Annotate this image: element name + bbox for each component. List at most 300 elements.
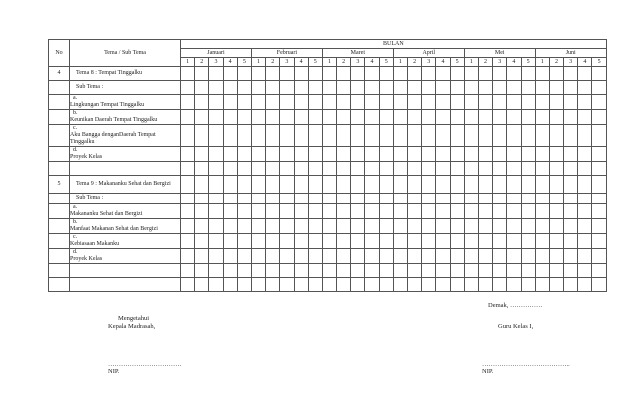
week-cell bbox=[521, 110, 535, 125]
week-cell bbox=[223, 81, 237, 95]
week-cell bbox=[337, 249, 351, 264]
week-cell bbox=[308, 234, 322, 249]
week-cell bbox=[507, 162, 521, 176]
week-cell bbox=[592, 249, 606, 264]
footer-kepala: Kepala Madrasah, bbox=[108, 323, 156, 330]
week-cell bbox=[436, 264, 450, 278]
week-cell bbox=[379, 204, 393, 219]
week-cell bbox=[521, 234, 535, 249]
week-header: 1 bbox=[181, 58, 195, 67]
week-cell bbox=[549, 204, 563, 219]
week-cell bbox=[408, 110, 422, 125]
week-cell bbox=[294, 176, 308, 194]
week-cell bbox=[337, 110, 351, 125]
week-cell bbox=[408, 67, 422, 81]
week-cell bbox=[549, 234, 563, 249]
week-cell bbox=[592, 278, 606, 292]
week-cell bbox=[393, 249, 407, 264]
week-cell bbox=[237, 95, 251, 110]
week-cell bbox=[507, 81, 521, 95]
week-cell bbox=[322, 125, 336, 147]
week-cell bbox=[308, 249, 322, 264]
week-cell bbox=[195, 278, 209, 292]
week-cell bbox=[351, 204, 365, 219]
table-row bbox=[49, 67, 607, 81]
week-cell bbox=[181, 264, 195, 278]
week-cell bbox=[237, 194, 251, 204]
week-cell bbox=[408, 125, 422, 147]
week-cell bbox=[578, 81, 592, 95]
row-number bbox=[49, 147, 70, 162]
week-cell bbox=[564, 95, 578, 110]
week-cell bbox=[464, 249, 478, 264]
footer-place-date: Demak, …………… bbox=[488, 302, 543, 309]
month-header: Januari bbox=[181, 49, 252, 58]
week-cell bbox=[223, 110, 237, 125]
week-cell bbox=[351, 219, 365, 234]
week-cell bbox=[351, 110, 365, 125]
sub-tema-cell bbox=[70, 219, 181, 234]
week-cell bbox=[464, 67, 478, 81]
week-cell bbox=[478, 219, 492, 234]
week-cell bbox=[422, 204, 436, 219]
table-row bbox=[49, 204, 607, 219]
week-cell bbox=[365, 194, 379, 204]
week-cell bbox=[337, 147, 351, 162]
week-cell bbox=[578, 67, 592, 81]
week-cell bbox=[294, 278, 308, 292]
week-cell bbox=[266, 110, 280, 125]
week-cell bbox=[507, 147, 521, 162]
week-cell bbox=[422, 147, 436, 162]
week-cell bbox=[322, 264, 336, 278]
table-row bbox=[49, 110, 607, 125]
week-cell bbox=[549, 67, 563, 81]
week-cell bbox=[209, 278, 223, 292]
week-cell bbox=[393, 176, 407, 194]
week-cell bbox=[223, 162, 237, 176]
week-cell bbox=[450, 264, 464, 278]
week-cell bbox=[436, 249, 450, 264]
week-cell bbox=[365, 147, 379, 162]
week-cell bbox=[266, 147, 280, 162]
week-cell bbox=[237, 162, 251, 176]
week-cell bbox=[223, 176, 237, 194]
week-cell bbox=[535, 204, 549, 219]
week-cell bbox=[436, 162, 450, 176]
week-cell bbox=[280, 125, 294, 147]
week-cell bbox=[379, 176, 393, 194]
week-cell bbox=[209, 95, 223, 110]
week-cell bbox=[507, 249, 521, 264]
week-cell bbox=[337, 234, 351, 249]
week-cell bbox=[251, 81, 265, 95]
week-cell bbox=[308, 204, 322, 219]
week-cell bbox=[478, 95, 492, 110]
week-cell bbox=[223, 125, 237, 147]
sub-tema-letter: a. bbox=[73, 95, 78, 101]
week-cell bbox=[379, 110, 393, 125]
week-cell bbox=[578, 194, 592, 204]
week-cell bbox=[464, 125, 478, 147]
week-cell bbox=[450, 234, 464, 249]
week-cell bbox=[493, 147, 507, 162]
week-cell bbox=[535, 95, 549, 110]
week-cell bbox=[450, 95, 464, 110]
week-cell bbox=[181, 278, 195, 292]
week-cell bbox=[337, 125, 351, 147]
sub-tema-cell bbox=[70, 125, 181, 147]
week-cell bbox=[507, 219, 521, 234]
table-row bbox=[49, 81, 607, 95]
week-cell bbox=[578, 110, 592, 125]
sub-tema-letter: b. bbox=[73, 110, 78, 116]
week-header: 5 bbox=[450, 58, 464, 67]
table-row bbox=[49, 194, 607, 204]
week-cell bbox=[478, 278, 492, 292]
row-number bbox=[49, 264, 70, 278]
week-header: 3 bbox=[209, 58, 223, 67]
week-cell bbox=[592, 176, 606, 194]
week-cell bbox=[365, 176, 379, 194]
week-cell bbox=[408, 278, 422, 292]
week-cell bbox=[564, 81, 578, 95]
week-cell bbox=[308, 278, 322, 292]
row-number bbox=[49, 234, 70, 249]
week-cell bbox=[195, 176, 209, 194]
week-cell bbox=[266, 125, 280, 147]
col-no-header: No bbox=[49, 40, 70, 67]
week-cell bbox=[564, 147, 578, 162]
sub-tema-label: Proyek Kelas bbox=[70, 154, 103, 160]
week-header: 2 bbox=[478, 58, 492, 67]
week-cell bbox=[450, 204, 464, 219]
month-header: Mei bbox=[464, 49, 535, 58]
week-cell bbox=[535, 147, 549, 162]
table-row bbox=[49, 249, 607, 264]
week-cell bbox=[379, 264, 393, 278]
week-cell bbox=[379, 67, 393, 81]
week-cell bbox=[535, 176, 549, 194]
sub-tema-cell bbox=[70, 204, 181, 219]
week-cell bbox=[322, 110, 336, 125]
week-cell bbox=[280, 81, 294, 95]
week-cell bbox=[181, 67, 195, 81]
week-cell bbox=[237, 204, 251, 219]
week-cell bbox=[436, 278, 450, 292]
week-cell bbox=[521, 147, 535, 162]
week-cell bbox=[351, 81, 365, 95]
week-cell bbox=[308, 219, 322, 234]
week-cell bbox=[493, 194, 507, 204]
week-cell bbox=[521, 204, 535, 219]
week-cell bbox=[478, 147, 492, 162]
week-cell bbox=[578, 278, 592, 292]
week-cell bbox=[237, 278, 251, 292]
week-cell bbox=[195, 162, 209, 176]
row-number bbox=[49, 81, 70, 95]
week-cell bbox=[549, 176, 563, 194]
bulan-header: BULAN bbox=[181, 40, 607, 49]
week-cell bbox=[337, 95, 351, 110]
week-cell bbox=[237, 81, 251, 95]
week-cell bbox=[393, 234, 407, 249]
week-cell bbox=[521, 249, 535, 264]
week-cell bbox=[223, 147, 237, 162]
week-cell bbox=[337, 204, 351, 219]
table-row bbox=[49, 219, 607, 234]
week-cell bbox=[237, 110, 251, 125]
week-cell bbox=[436, 110, 450, 125]
week-cell bbox=[408, 234, 422, 249]
week-cell bbox=[493, 278, 507, 292]
week-cell bbox=[322, 204, 336, 219]
week-cell bbox=[195, 194, 209, 204]
week-cell bbox=[393, 81, 407, 95]
week-cell bbox=[393, 219, 407, 234]
week-cell bbox=[266, 234, 280, 249]
sub-tema-letter: d. bbox=[73, 147, 78, 153]
week-cell bbox=[408, 249, 422, 264]
week-cell bbox=[351, 194, 365, 204]
week-cell bbox=[195, 67, 209, 81]
sub-tema-label: Aku Bangga denganDaerah Tempat Tinggalku bbox=[70, 132, 156, 145]
week-cell bbox=[337, 278, 351, 292]
week-cell bbox=[251, 204, 265, 219]
week-cell bbox=[181, 125, 195, 147]
week-cell bbox=[209, 204, 223, 219]
week-cell bbox=[535, 162, 549, 176]
week-cell bbox=[351, 95, 365, 110]
week-cell bbox=[266, 194, 280, 204]
week-cell bbox=[578, 147, 592, 162]
week-cell bbox=[365, 162, 379, 176]
week-cell bbox=[478, 125, 492, 147]
week-cell bbox=[195, 264, 209, 278]
week-cell bbox=[422, 234, 436, 249]
week-cell bbox=[379, 147, 393, 162]
blank-cell bbox=[70, 162, 181, 176]
week-cell bbox=[393, 204, 407, 219]
week-cell bbox=[549, 81, 563, 95]
week-cell bbox=[351, 147, 365, 162]
week-cell bbox=[507, 95, 521, 110]
week-cell bbox=[592, 67, 606, 81]
week-cell bbox=[251, 176, 265, 194]
week-cell bbox=[294, 234, 308, 249]
week-cell bbox=[251, 249, 265, 264]
week-cell bbox=[308, 67, 322, 81]
week-cell bbox=[237, 125, 251, 147]
week-cell bbox=[408, 176, 422, 194]
week-cell bbox=[322, 162, 336, 176]
week-header: 1 bbox=[322, 58, 336, 67]
week-cell bbox=[223, 67, 237, 81]
week-cell bbox=[308, 147, 322, 162]
week-cell bbox=[195, 81, 209, 95]
table-row bbox=[49, 147, 607, 162]
week-cell bbox=[223, 219, 237, 234]
week-cell bbox=[280, 219, 294, 234]
week-cell bbox=[379, 162, 393, 176]
week-cell bbox=[564, 125, 578, 147]
week-cell bbox=[223, 264, 237, 278]
week-cell bbox=[564, 194, 578, 204]
week-cell bbox=[294, 110, 308, 125]
week-cell bbox=[507, 264, 521, 278]
footer-nip-right: NIP. bbox=[482, 368, 494, 375]
week-cell bbox=[209, 147, 223, 162]
week-cell bbox=[436, 81, 450, 95]
week-cell bbox=[564, 249, 578, 264]
week-cell bbox=[564, 264, 578, 278]
week-cell bbox=[351, 67, 365, 81]
week-cell bbox=[564, 110, 578, 125]
row-number bbox=[49, 125, 70, 147]
week-cell bbox=[464, 204, 478, 219]
week-cell bbox=[493, 81, 507, 95]
week-cell bbox=[507, 110, 521, 125]
week-header: 2 bbox=[266, 58, 280, 67]
week-cell bbox=[365, 110, 379, 125]
week-cell bbox=[322, 219, 336, 234]
week-header: 5 bbox=[592, 58, 606, 67]
week-cell bbox=[578, 204, 592, 219]
week-cell bbox=[592, 95, 606, 110]
week-cell bbox=[379, 81, 393, 95]
week-cell bbox=[549, 162, 563, 176]
week-cell bbox=[209, 162, 223, 176]
week-cell bbox=[436, 204, 450, 219]
table-row bbox=[49, 234, 607, 249]
week-cell bbox=[422, 95, 436, 110]
week-cell bbox=[478, 81, 492, 95]
col-tema-header: Tema / Sub Tema bbox=[70, 40, 181, 67]
row-number bbox=[49, 278, 70, 292]
sub-tema-label: Kebiasaan Makanku bbox=[70, 241, 120, 247]
sub-tema-letter: a. bbox=[73, 204, 78, 210]
sub-tema-letter: b. bbox=[73, 219, 78, 225]
week-cell bbox=[322, 81, 336, 95]
week-header: 3 bbox=[422, 58, 436, 67]
week-cell bbox=[521, 81, 535, 95]
week-cell bbox=[280, 234, 294, 249]
week-cell bbox=[181, 204, 195, 219]
week-cell bbox=[209, 234, 223, 249]
week-cell bbox=[436, 219, 450, 234]
week-cell bbox=[322, 278, 336, 292]
week-cell bbox=[464, 219, 478, 234]
week-cell bbox=[251, 147, 265, 162]
week-cell bbox=[266, 176, 280, 194]
week-cell bbox=[408, 194, 422, 204]
week-cell bbox=[464, 234, 478, 249]
sub-tema-letter: c. bbox=[73, 125, 78, 131]
week-cell bbox=[478, 67, 492, 81]
week-cell bbox=[379, 95, 393, 110]
week-cell bbox=[266, 264, 280, 278]
week-cell bbox=[294, 81, 308, 95]
schedule-table bbox=[48, 39, 607, 292]
week-cell bbox=[294, 204, 308, 219]
sub-tema-heading: Sub Tema : bbox=[70, 194, 181, 204]
blank-cell bbox=[70, 264, 181, 278]
week-header: 2 bbox=[549, 58, 563, 67]
week-cell bbox=[422, 67, 436, 81]
week-cell bbox=[564, 204, 578, 219]
week-cell bbox=[507, 125, 521, 147]
week-cell bbox=[535, 81, 549, 95]
week-cell bbox=[181, 249, 195, 264]
week-cell bbox=[436, 95, 450, 110]
week-cell bbox=[294, 162, 308, 176]
week-cell bbox=[422, 194, 436, 204]
week-cell bbox=[379, 125, 393, 147]
week-cell bbox=[251, 194, 265, 204]
week-cell bbox=[478, 176, 492, 194]
week-header: 4 bbox=[365, 58, 379, 67]
footer-sign-left: ……………………………. bbox=[108, 361, 182, 368]
week-cell bbox=[578, 95, 592, 110]
week-cell bbox=[223, 95, 237, 110]
month-header: April bbox=[393, 49, 464, 58]
week-cell bbox=[351, 176, 365, 194]
week-cell bbox=[209, 264, 223, 278]
row-number bbox=[49, 110, 70, 125]
week-cell bbox=[393, 194, 407, 204]
week-cell bbox=[393, 278, 407, 292]
week-cell bbox=[464, 264, 478, 278]
week-cell bbox=[294, 147, 308, 162]
week-header: 1 bbox=[251, 58, 265, 67]
week-cell bbox=[195, 125, 209, 147]
week-cell bbox=[209, 219, 223, 234]
week-cell bbox=[266, 81, 280, 95]
week-cell bbox=[450, 162, 464, 176]
week-cell bbox=[422, 162, 436, 176]
week-cell bbox=[450, 249, 464, 264]
week-cell bbox=[592, 147, 606, 162]
week-cell bbox=[549, 110, 563, 125]
week-cell bbox=[493, 219, 507, 234]
week-cell bbox=[592, 194, 606, 204]
week-cell bbox=[209, 110, 223, 125]
footer-mengetahui: Mengetahui bbox=[118, 315, 150, 322]
week-cell bbox=[493, 110, 507, 125]
week-cell bbox=[450, 176, 464, 194]
week-cell bbox=[251, 67, 265, 81]
week-cell bbox=[237, 147, 251, 162]
week-cell bbox=[521, 194, 535, 204]
week-header: 3 bbox=[351, 58, 365, 67]
sub-tema-letter: c. bbox=[73, 234, 78, 240]
week-header: 4 bbox=[507, 58, 521, 67]
week-cell bbox=[408, 264, 422, 278]
week-cell bbox=[237, 176, 251, 194]
week-cell bbox=[393, 125, 407, 147]
table-row bbox=[49, 264, 607, 278]
week-cell bbox=[464, 110, 478, 125]
week-header: 4 bbox=[578, 58, 592, 67]
row-number bbox=[49, 249, 70, 264]
week-cell bbox=[237, 67, 251, 81]
week-cell bbox=[181, 194, 195, 204]
week-cell bbox=[251, 95, 265, 110]
week-cell bbox=[549, 219, 563, 234]
sub-tema-heading: Sub Tema : bbox=[70, 81, 181, 95]
week-cell bbox=[337, 176, 351, 194]
week-cell bbox=[195, 249, 209, 264]
